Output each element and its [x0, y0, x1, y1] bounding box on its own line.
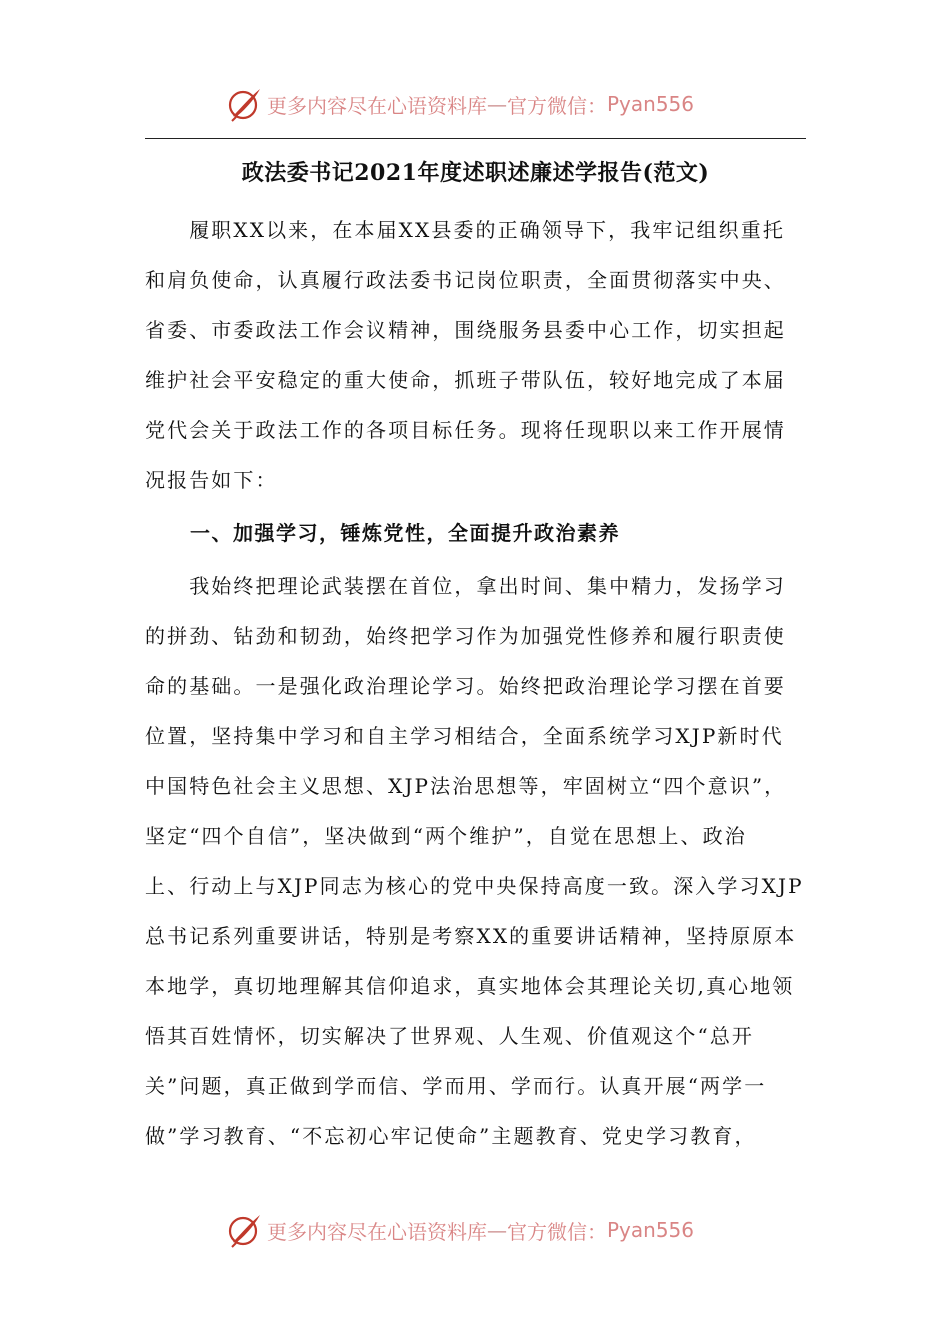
paragraph1-line: 履职XX以来，在本届XX县委的正确领导下，我牢记组织重托: [145, 218, 785, 242]
section-heading: 一、加强学习，锤炼党性，全面提升政治素养: [190, 521, 620, 545]
paragraph2-line: 中国特色社会主义思想、XJP法治思想等，牢固树立“四个意识”，: [145, 774, 787, 798]
paragraph2-line: 上、行动上与XJP同志为核心的党中央保持高度一致。深入学习XJP: [145, 874, 804, 898]
paragraph2-line: 命的基础。一是强化政治理论学习。始终把政治理论学习摆在首要: [145, 674, 786, 698]
banner-separator: —: [487, 92, 507, 116]
paragraph2-line: 悟其百姓情怀，切实解决了世界观、人生观、价值观这个“总开: [145, 1024, 755, 1048]
quill-logo-icon: [227, 1212, 263, 1248]
banner-wechat-id: Pyan556: [607, 1218, 695, 1242]
banner-text: 更多内容尽在心语资料库: [267, 1219, 487, 1244]
quill-logo-icon: [227, 86, 263, 122]
paragraph2-line: 的拼劲、钻劲和韧劲，始终把学习作为加强党性修养和履行职责使: [145, 624, 786, 648]
paragraph2-line: 坚定“四个自信”，坚决做到“两个维护”，自觉在思想上、政治: [145, 824, 747, 848]
paragraph1-line: 维护社会平安稳定的重大使命，抓班子带队伍，较好地完成了本届: [145, 368, 786, 392]
paragraph1-line: 和肩负使命，认真履行政法委书记岗位职责，全面贯彻落实中央、: [145, 268, 786, 292]
paragraph2-line: 做”学习教育、“不忘初心牢记使命”主题教育、党史学习教育，: [145, 1124, 757, 1148]
paragraph2-line: 本地学，真切地理解其信仰追求，真实地体会其理论关切,真心地领: [145, 974, 795, 998]
paragraph2-line: 位置，坚持集中学习和自主学习相结合，全面系统学习XJP新时代: [145, 724, 784, 748]
header-watermark-banner: [0, 84, 950, 124]
banner-label: 官方微信：: [507, 1219, 607, 1244]
paragraph1-line: 况报告如下：: [145, 468, 278, 492]
document-title: 政法委书记2021年度述职述廉述学报告(范文): [241, 160, 710, 186]
paragraph2-line: 关”问题，真正做到学而信、学而用、学而行。认真开展“两学一: [145, 1074, 767, 1098]
paragraph1-line: 党代会关于政法工作的各项目标任务。现将任现职以来工作开展情: [145, 418, 786, 442]
banner-wechat-id: Pyan556: [607, 92, 695, 116]
footer-watermark-banner: [0, 1210, 950, 1250]
paragraph2-line: 总书记系列重要讲话，特别是考察XX的重要讲话精神，坚持原原本: [145, 924, 797, 948]
banner-label: 官方微信：: [507, 93, 607, 118]
header-divider: [145, 138, 806, 139]
banner-text: 更多内容尽在心语资料库: [267, 93, 487, 118]
banner-separator: —: [487, 1218, 507, 1242]
paragraph2-line: 我始终把理论武装摆在首位，拿出时间、集中精力，发扬学习: [145, 574, 786, 598]
paragraph1-line: 省委、市委政法工作会议精神，围绕服务县委中心工作，切实担起: [145, 318, 786, 342]
